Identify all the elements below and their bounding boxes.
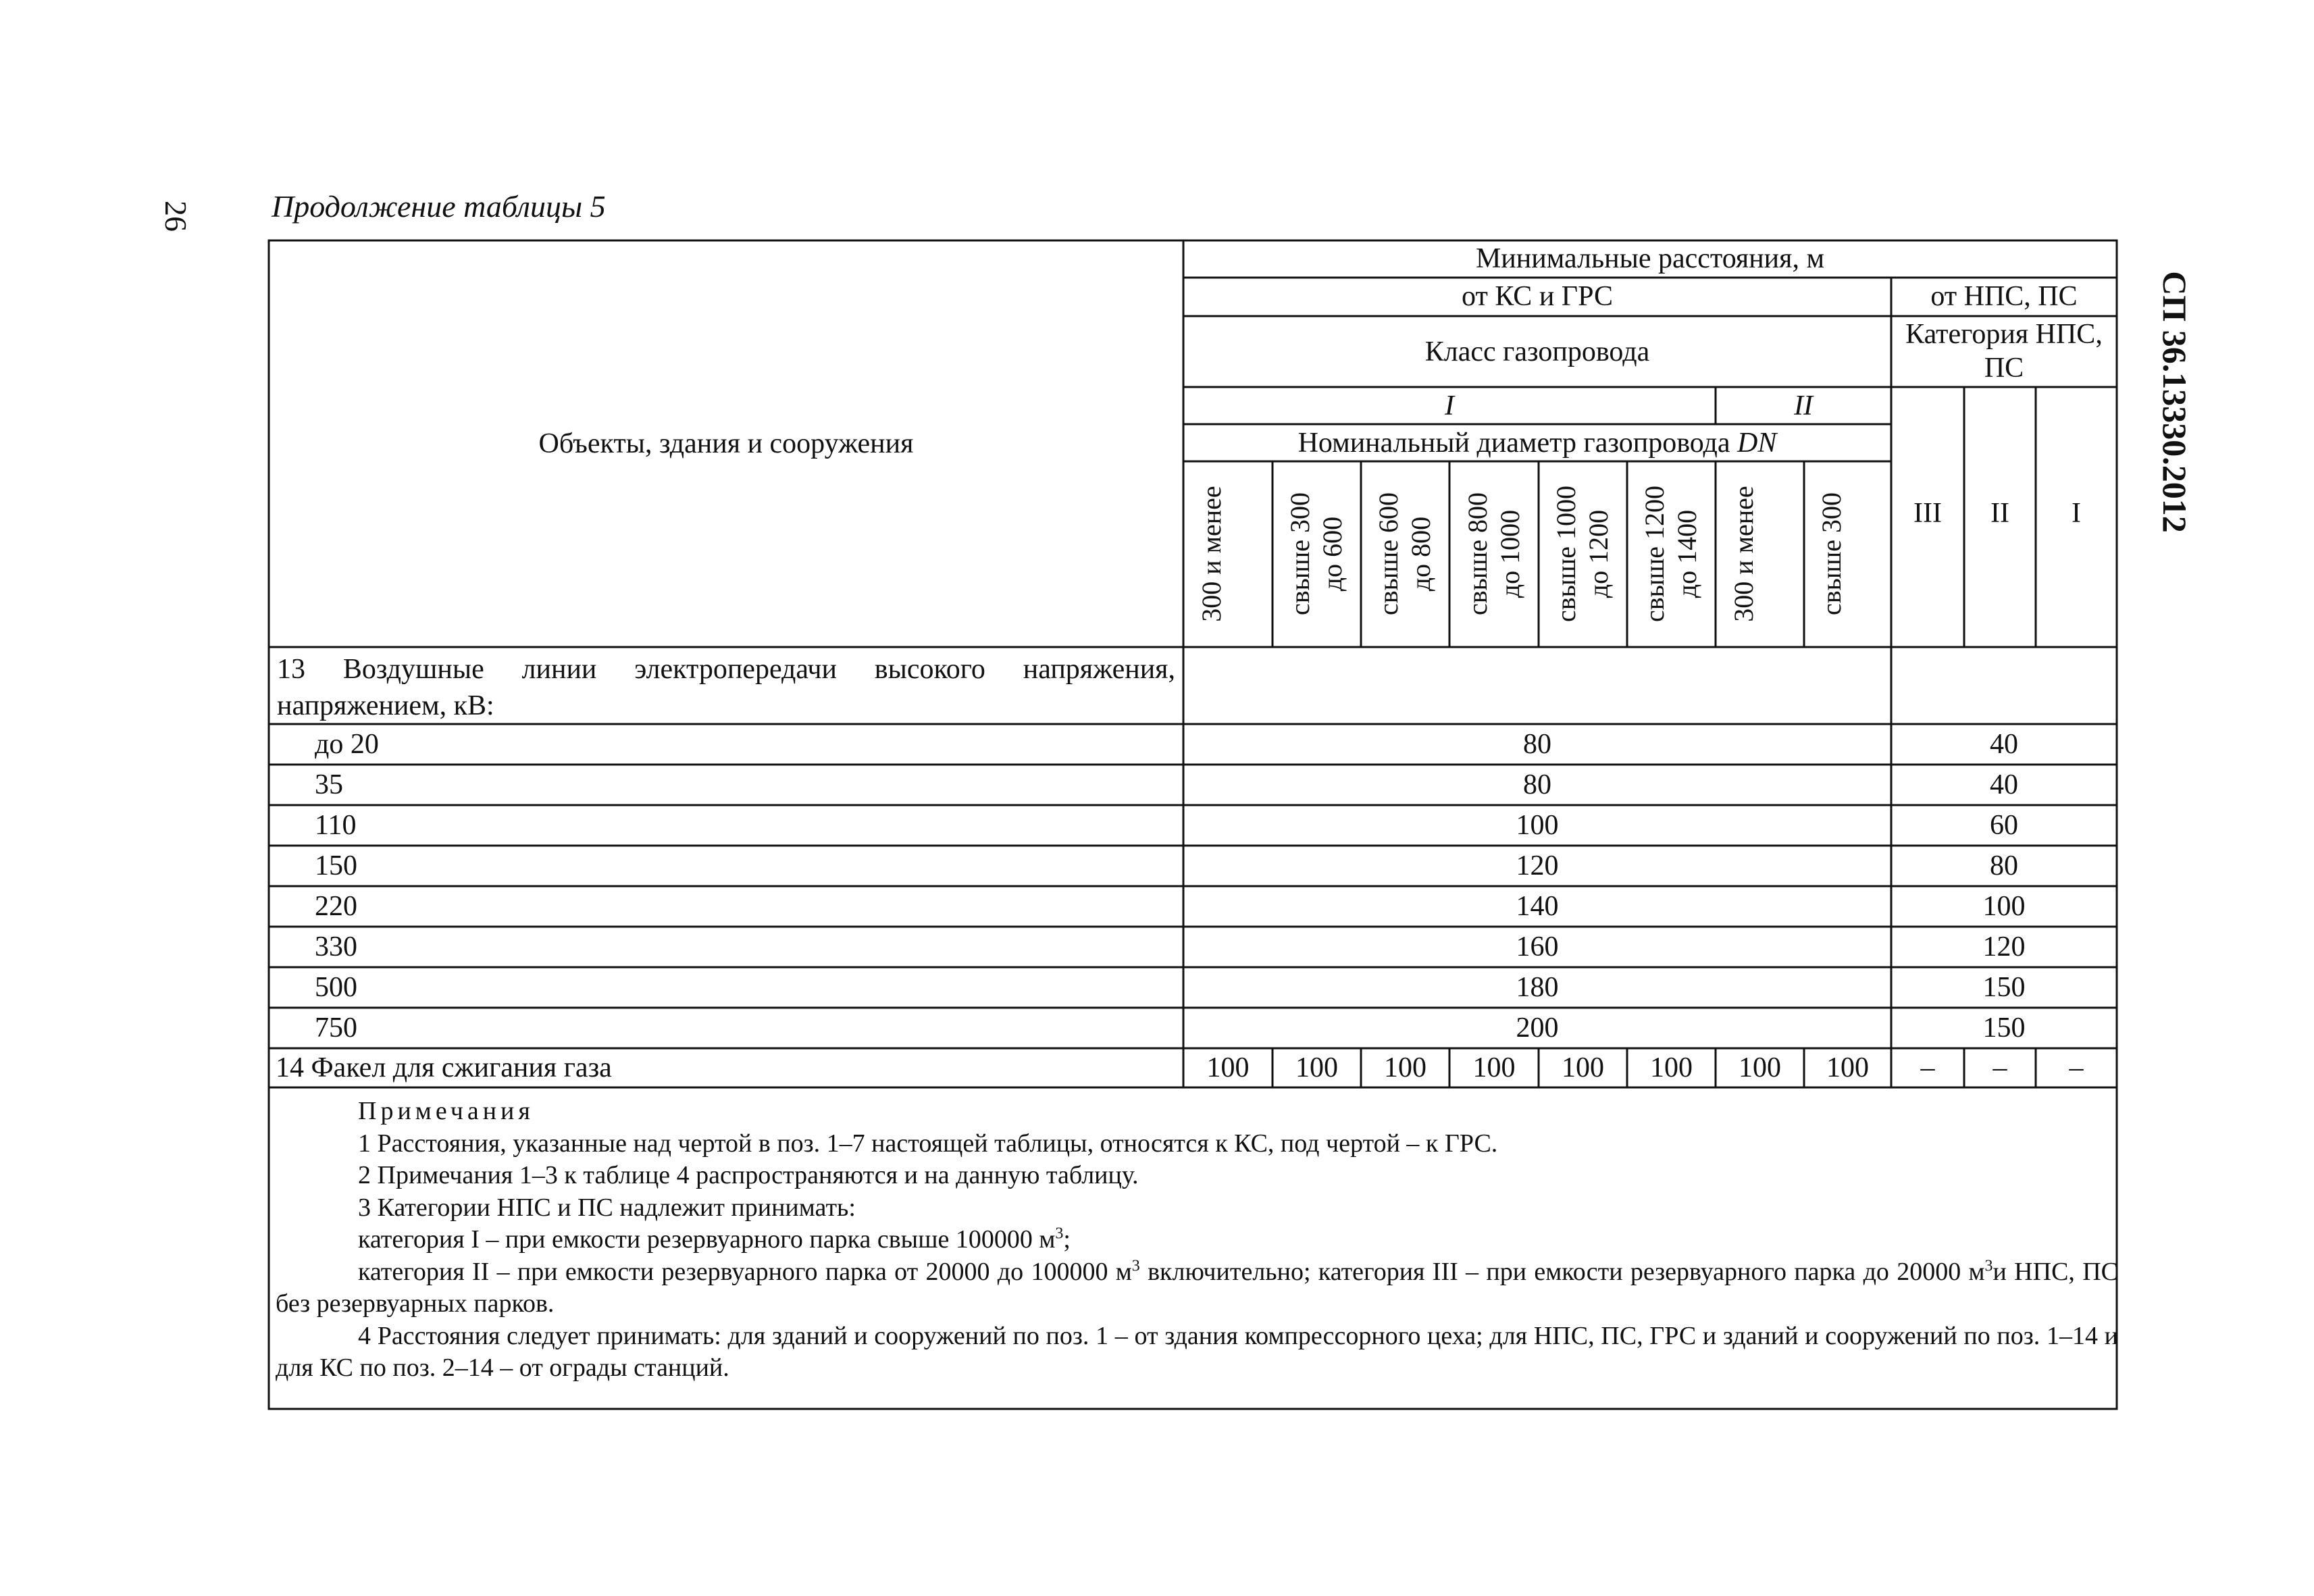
- ks-grs-distance: 120: [1516, 850, 1559, 881]
- table-caption: Продолжение таблицы 5: [272, 189, 606, 224]
- diameter-header-2-line2: до 600: [1317, 516, 1347, 592]
- ks-grs-distance: 160: [1516, 931, 1559, 962]
- category-header-3: III: [1913, 498, 1942, 529]
- note-3-category-2: категория II – при емкости резервуарного парка от 20000 до 100000 $м^3$ включительно; категория III – при емкости резервуарного парка до 20000 $м^3и$ НПС, ПС без резервуарных парков.: [276, 1256, 2118, 1318]
- nps-category-header-line2: ПС: [1984, 353, 2024, 384]
- ks-grs-distance: 140: [1516, 891, 1559, 922]
- voltage-label: 110: [315, 810, 357, 841]
- diameter-header-7: [1728, 469, 1793, 638]
- item14-value: 100: [1826, 1052, 1869, 1083]
- item14-value: 100: [1562, 1052, 1604, 1083]
- note-1: 1 Расстояния, указанные над чертой в поз. 1–7 настоящей таблицы, относятся к КС, под чертой – к ГРС.: [358, 1129, 1498, 1158]
- voltage-label: 220: [315, 891, 357, 922]
- note-4: 4 Расстояния следует принимать: для зданий и сооружений по поз. 1 – от здания компрессорного цеха; для НПС, ПС, ГРС и зданий и сооружений по поз. 1–14 и для КС по поз. 2–14 – от ограды станций.: [276, 1321, 2118, 1382]
- voltage-label: 500: [315, 972, 357, 1003]
- voltage-label: до 20: [315, 729, 379, 760]
- voltage-label: 750: [315, 1012, 357, 1044]
- diameter-header-5: [1550, 469, 1615, 638]
- diameter-header-3-line1: свыше 600: [1373, 492, 1404, 616]
- diameter-header-8-line1: свыше 300: [1816, 492, 1847, 616]
- diameter-header-6-line1: свыше 1200: [1639, 485, 1670, 623]
- item14-value: 100: [1384, 1052, 1426, 1083]
- nps-ps-distance: 150: [1982, 1012, 2026, 1044]
- class-2-header: II: [1794, 390, 1813, 421]
- nps-ps-distance: 100: [1982, 891, 2026, 922]
- page-number: 26: [159, 201, 193, 232]
- nps-ps-distance: 40: [1990, 729, 2018, 760]
- diameter-header-4-line2: до 1000: [1495, 509, 1525, 598]
- diameter-header-3-line2: до 800: [1406, 516, 1436, 592]
- nps-category-header-line1: Категория НПС,: [1905, 319, 2103, 350]
- diameter-header-5-line2: до 1200: [1583, 509, 1614, 598]
- item14-category-value: –: [1992, 1052, 2007, 1083]
- ks-grs-distance: 180: [1516, 972, 1559, 1003]
- from-ks-grs-header: от КС и ГРС: [1462, 281, 1613, 312]
- item14-value: 100: [1295, 1052, 1338, 1083]
- ks-grs-distance: 80: [1523, 729, 1551, 760]
- voltage-label: 330: [315, 931, 357, 962]
- category-header-1: I: [2072, 498, 2081, 529]
- item14-value: 100: [1206, 1052, 1250, 1083]
- nps-ps-distance: 150: [1982, 972, 2026, 1003]
- nominal-diameter-text: Номинальный диаметр газопровода: [1297, 428, 1730, 459]
- item14-category-value: –: [2069, 1052, 2084, 1083]
- item14-value: 100: [1472, 1052, 1516, 1083]
- class-1-header: I: [1445, 390, 1454, 421]
- ks-grs-distance: 100: [1516, 810, 1559, 841]
- note-3-category-1: категория I – при емкости резервуарного парка свыше 100000 $м^3$;: [358, 1225, 1071, 1254]
- nps-ps-distance: 60: [1990, 810, 2018, 841]
- objects-header: Объекты, здания и сооружения: [538, 428, 914, 459]
- from-nps-ps-header: от НПС, ПС: [1930, 281, 2078, 312]
- diameter-header-6-line2: до 1400: [1672, 509, 1702, 598]
- ks-grs-distance: 200: [1516, 1012, 1559, 1044]
- category-header-2: II: [1990, 498, 2009, 529]
- diameter-header-4: [1462, 469, 1526, 638]
- nps-ps-distance: 120: [1982, 931, 2026, 962]
- voltage-label: 35: [315, 769, 343, 800]
- voltage-label: 150: [315, 850, 357, 881]
- item14-title: 14 Факел для сжигания газа: [276, 1052, 612, 1083]
- item14-category-value: –: [1920, 1052, 1935, 1083]
- diameter-header-4-line1: свыше 800: [1462, 492, 1493, 616]
- note-3: 3 Категории НПС и ПС надлежит принимать:: [358, 1193, 856, 1222]
- nominal-diameter-header: [1183, 426, 1891, 460]
- item14-value: 100: [1739, 1052, 1781, 1083]
- diameter-header-1: [1195, 469, 1260, 638]
- diameter-header-2-line1: свыше 300: [1285, 492, 1315, 616]
- diameter-header-8: [1816, 469, 1880, 638]
- dn-symbol: DN: [1737, 428, 1777, 459]
- document-code: СП 36.13330.2012: [2156, 271, 2194, 533]
- item13-title: 13 Воздушные линии электропередачи высокого напряжения, напряжением, кВ:: [277, 654, 1175, 721]
- diameter-header-5-line1: свыше 1000: [1551, 485, 1581, 623]
- nps-ps-distance: 40: [1990, 769, 2018, 800]
- diameter-header-1-line1: 300 и менее: [1196, 486, 1227, 622]
- min-distances-header: Минимальные расстояния, м: [1475, 243, 1825, 274]
- notes-heading: Примечания: [358, 1097, 534, 1125]
- ks-grs-distance: 80: [1523, 769, 1551, 800]
- item14-value: 100: [1650, 1052, 1693, 1083]
- notes-block: [276, 1096, 2118, 1385]
- diameter-header-6: [1639, 469, 1703, 638]
- diameter-header-7-line1: 300 и менее: [1728, 486, 1759, 622]
- note-2: 2 Примечания 1–3 к таблице 4 распространяются и на данную таблицу.: [358, 1161, 1139, 1189]
- nps-ps-distance: 80: [1990, 850, 2018, 881]
- diameter-header-2: [1284, 469, 1349, 638]
- diameter-header-3: [1372, 469, 1437, 638]
- pipeline-class-header: Класс газопровода: [1424, 336, 1650, 367]
